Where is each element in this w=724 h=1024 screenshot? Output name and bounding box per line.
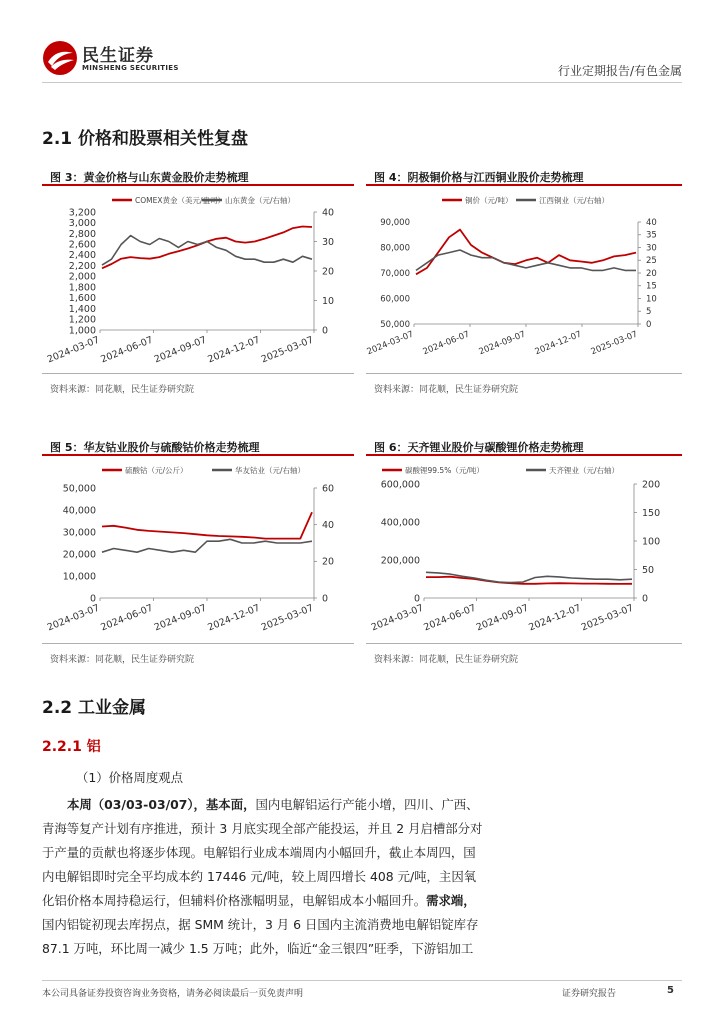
figure-3-chart: [42, 188, 354, 370]
x-tick-label: 2024-09-07: [152, 334, 209, 366]
report-type: 行业定期报告/有色金属: [557, 64, 682, 78]
paragraph-lead-demand: 需求端，: [426, 893, 476, 908]
x-tick-label: 2024-03-07: [45, 334, 102, 366]
y-right-tick-label: 15: [646, 281, 657, 292]
figure-3-source-rule: [42, 373, 354, 374]
y-left-tick-label: 90,000: [380, 217, 410, 228]
header-divider: [42, 82, 682, 83]
point-heading: （1）价格周度观点: [76, 770, 184, 785]
paragraph-lead: 本周（03/03-03/07），基本面，: [67, 797, 256, 812]
y-right-tick-label: 10: [322, 295, 335, 307]
figure-4-source: 资料来源：同花顺，民生证券研究院: [374, 385, 519, 395]
legend-label: 华友钴业（元/右轴）: [235, 466, 306, 475]
figure-4-source-rule: [366, 373, 682, 374]
y-left-tick-label: 600,000: [380, 479, 420, 491]
series-line: [102, 236, 312, 266]
series-line: [102, 539, 312, 552]
figure-5-title: 图 5：华友钴业股价与硫酸钴价格走势梳理: [50, 441, 260, 454]
x-tick-label: 2024-12-07: [206, 602, 262, 634]
y-right-tick-label: 0: [322, 325, 329, 337]
y-right-tick-label: 60: [322, 483, 335, 495]
paragraph-line: 化铝价格本周持稳运行，但辅料价格涨幅明显，电解铝成本小幅回升。需求端，: [42, 893, 476, 908]
y-left-tick-label: 0: [89, 593, 96, 605]
y-left-tick-label: 40,000: [62, 505, 96, 517]
y-left-tick-label: 3,000: [68, 218, 96, 230]
figure-6-chart: [366, 458, 682, 640]
y-right-tick-label: 0: [322, 593, 329, 605]
y-left-tick-label: 1,800: [68, 282, 96, 294]
page-number: 5: [667, 985, 674, 996]
x-tick-label: 2024-06-07: [99, 334, 155, 366]
x-tick-label: 2025-03-07: [259, 602, 316, 634]
y-right-tick-label: 150: [642, 507, 661, 519]
minsheng-logo-icon: [42, 40, 78, 76]
y-right-tick-label: 30: [646, 243, 657, 254]
figure-3-title-rule: [42, 184, 354, 186]
y-right-tick-label: 20: [322, 556, 335, 568]
x-tick-label: 2024-06-07: [99, 602, 155, 634]
y-left-tick-label: 2,200: [68, 260, 96, 272]
figure-5-chart: [42, 458, 354, 640]
y-left-tick-label: 2,400: [68, 250, 96, 262]
y-left-tick-label: 200,000: [380, 555, 420, 567]
x-tick-label: 2024-09-07: [477, 329, 528, 358]
y-left-tick-label: 1,400: [68, 303, 96, 315]
section-title-2-2: 2.2 工业金属: [42, 698, 147, 718]
footer-divider: [42, 980, 682, 981]
y-left-tick-label: 50,000: [62, 483, 96, 495]
footer-label: 证券研究报告: [562, 989, 617, 999]
y-right-tick-label: 50: [642, 564, 655, 576]
y-left-tick-label: 3,200: [68, 207, 96, 219]
paragraph-line: 国内铝锭初现去库拐点，据 SMM 统计，3 月 6 日国内主流消费地电解铝锭库存: [42, 917, 479, 932]
y-left-tick-label: 70,000: [380, 268, 410, 279]
y-left-tick-label: 0: [413, 593, 420, 605]
legend-label: 天齐锂业（元/右轴）: [549, 466, 620, 475]
body-paragraph: [42, 793, 483, 961]
y-left-tick-label: 1,600: [68, 293, 96, 305]
section-title-2-1: 2.1 价格和股票相关性复盘: [42, 129, 249, 149]
subsection-title-2-2-1: 2.2.1 铝: [42, 739, 101, 755]
x-tick-label: 2024-03-07: [369, 602, 426, 634]
minsheng-logo: [42, 40, 182, 76]
y-left-tick-label: 30,000: [62, 527, 96, 539]
y-right-tick-label: 200: [642, 479, 661, 491]
x-tick-label: 2024-06-07: [422, 602, 478, 634]
series-line: [102, 227, 312, 269]
legend-label: 碳酸锂99.5%（元/吨）: [405, 466, 484, 475]
paragraph-line: 87.1 万吨，环比周一减少 1.5 万吨；此外，临近“金三银四”旺季，下游铝加工: [42, 941, 474, 956]
legend-label: 铜价（元/吨）: [465, 196, 513, 205]
x-tick-label: 2024-12-07: [533, 329, 584, 358]
figure-5-title-rule: [42, 454, 354, 456]
paragraph-line: 内电解铝即时完全平均成本约 17446 元/吨，较上周四增长 408 元/吨，主因氧: [42, 869, 477, 884]
legend-label: 山东黄金（元/右轴）: [225, 196, 296, 205]
figure-6-source: 资料来源：同花顺，民生证券研究院: [374, 655, 519, 665]
figure-5-source-rule: [42, 643, 354, 644]
y-left-tick-label: 10,000: [62, 571, 96, 583]
figure-3-title: 图 3：黄金价格与山东黄金股价走势梳理: [50, 171, 249, 184]
x-tick-label: 2024-06-07: [421, 329, 472, 358]
y-left-tick-label: 1,200: [68, 314, 96, 326]
legend-label: COMEX黄金（美元/盎司）: [135, 196, 226, 205]
y-right-tick-label: 40: [322, 207, 335, 219]
paragraph-line: 本周（03/03-03/07），基本面，国内电解铝运行产能小增，四川、广西、: [67, 797, 479, 812]
y-right-tick-label: 40: [646, 217, 657, 228]
y-right-tick-label: 40: [322, 519, 335, 531]
figure-4-chart: [366, 188, 682, 370]
x-tick-label: 2024-09-07: [474, 602, 531, 634]
y-left-tick-label: 60,000: [380, 294, 410, 305]
x-tick-label: 2025-03-07: [589, 329, 640, 358]
x-tick-label: 2025-03-07: [579, 602, 636, 634]
y-right-tick-label: 30: [322, 236, 335, 248]
x-tick-label: 2024-09-07: [152, 602, 209, 634]
paragraph-line: 青海等复产计划有序推进，预计 3 月底实现全部产能投运，并且 2 月启槽部分对: [42, 821, 483, 836]
y-right-tick-label: 0: [642, 593, 649, 605]
series-line: [102, 512, 312, 538]
y-left-tick-label: 1,000: [68, 325, 96, 337]
y-right-tick-label: 20: [646, 268, 657, 279]
y-right-tick-label: 20: [322, 266, 335, 278]
figure-6-title-rule: [366, 454, 682, 456]
x-tick-label: 2024-12-07: [527, 602, 583, 634]
figure-6-source-rule: [366, 643, 682, 644]
y-left-tick-label: 400,000: [380, 517, 420, 529]
legend-label: 江西铜业（元/右轴）: [539, 196, 610, 205]
y-right-tick-label: 10: [646, 294, 657, 305]
y-right-tick-label: 0: [646, 319, 652, 330]
y-right-tick-label: 5: [646, 307, 652, 318]
legend-label: 硫酸钴（元/公斤）: [125, 466, 188, 475]
y-right-tick-label: 35: [646, 230, 657, 241]
y-left-tick-label: 2,000: [68, 271, 96, 283]
y-left-tick-label: 2,600: [68, 239, 96, 251]
x-tick-label: 2024-03-07: [365, 329, 416, 358]
x-tick-label: 2025-03-07: [259, 334, 316, 366]
x-tick-label: 2024-03-07: [45, 602, 102, 634]
y-left-tick-label: 20,000: [62, 549, 96, 561]
figure-3-source: 资料来源：同花顺，民生证券研究院: [50, 385, 195, 395]
figure-6-title: 图 6：天齐锂业股价与碳酸锂价格走势梳理: [374, 441, 584, 454]
paragraph-line: 于产量的贡献也将逐步体现。电解铝行业成本端周内小幅回升，截止本周四，国: [42, 845, 476, 860]
logo-text-cn: 民生证券: [82, 46, 154, 66]
figure-5-source: 资料来源：同花顺，民生证券研究院: [50, 655, 195, 665]
logo-text-en: MINSHENG SECURITIES: [82, 64, 179, 72]
figure-4-title-rule: [366, 184, 682, 186]
x-tick-label: 2024-12-07: [206, 334, 262, 366]
y-left-tick-label: 80,000: [380, 243, 410, 254]
y-left-tick-label: 2,800: [68, 228, 96, 240]
footer-disclaimer: 本公司具备证券投资咨询业务资格，请务必阅读最后一页免责声明: [42, 989, 304, 999]
y-right-tick-label: 100: [642, 536, 661, 548]
y-left-tick-label: 50,000: [380, 319, 410, 330]
y-right-tick-label: 25: [646, 256, 657, 267]
figure-4-title: 图 4：阴极铜价格与江西铜业股价走势梳理: [374, 171, 584, 184]
